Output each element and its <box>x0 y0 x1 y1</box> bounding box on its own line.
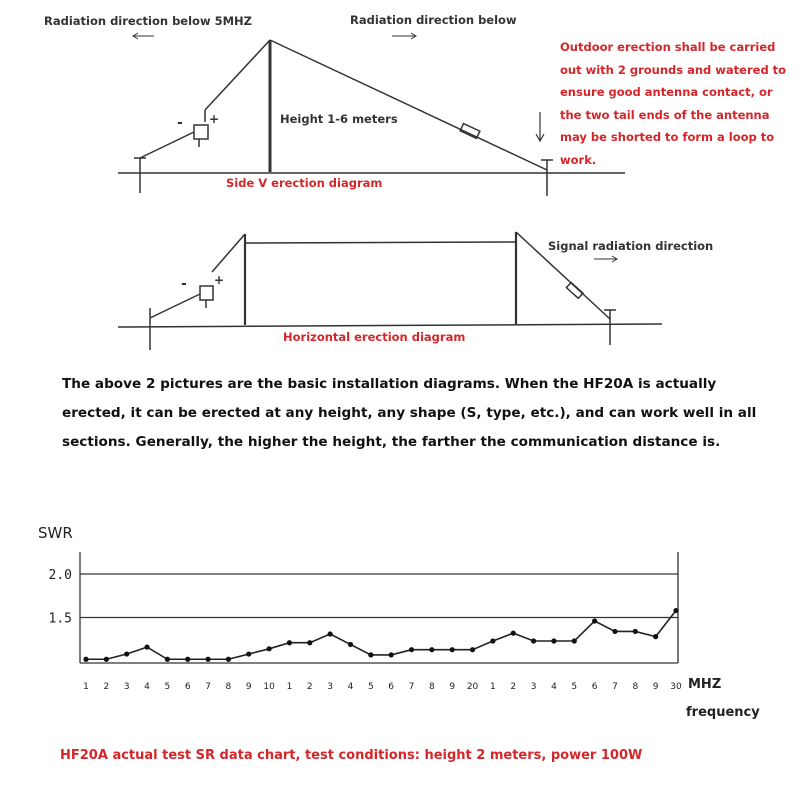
x-tick-label: 4 <box>551 682 557 692</box>
installation-description: The above 2 pictures are the basic installation diagrams. When the HF20A is actually erected, it can be erected at any height, any shape (S, type, etc.), and can work well in all sections. Generally, the higher the height, the farther the communication distance is. <box>62 376 757 450</box>
x-tick-label: 2 <box>510 682 517 692</box>
swr-point <box>368 652 373 657</box>
swr-point <box>633 629 638 634</box>
x-tick-label: 30 <box>670 682 682 692</box>
signal-radiation-label: Signal radiation direction <box>548 239 714 253</box>
swr-point <box>205 657 210 662</box>
swr-point <box>307 640 312 645</box>
chart-ylabel: SWR <box>38 524 73 542</box>
x-tick-label: 1 <box>490 682 496 692</box>
swr-point <box>490 638 495 643</box>
swr-point <box>104 657 109 662</box>
swr-point <box>144 644 149 649</box>
horizontal-minus-sign: - <box>181 276 187 292</box>
chart-caption: HF20A actual test SR data chart, test conditions: height 2 meters, power 100W <box>60 748 643 763</box>
swr-point <box>83 657 88 662</box>
x-tick-label: 6 <box>184 682 191 692</box>
x-tick-label: 10 <box>263 682 275 692</box>
chart-x-ticks <box>83 682 682 692</box>
x-tick-label: 6 <box>591 682 598 692</box>
swr-point <box>389 652 394 657</box>
swr-point <box>511 631 516 636</box>
horizontal-left-wire-bottom <box>150 294 200 318</box>
x-tick-label: 8 <box>632 682 639 692</box>
horizontal-wire-resistor <box>566 282 583 298</box>
side-v-plus-sign: + <box>209 112 220 126</box>
horizontal-ground-line <box>118 324 662 327</box>
chart-xlabel: frequency <box>686 705 760 720</box>
swr-point <box>246 651 251 656</box>
side-v-left-wire-bottom <box>140 132 194 158</box>
swr-chart <box>0 520 800 760</box>
y-tick-label: 2.0 <box>48 568 72 583</box>
side-v-minus-sign: - <box>177 115 183 131</box>
swr-point <box>429 647 434 652</box>
x-tick-label: 1 <box>286 682 293 692</box>
swr-point <box>348 642 353 647</box>
swr-point <box>328 631 333 636</box>
horizontal-left-wire-top <box>212 234 245 272</box>
height-label: Height 1-6 meters <box>280 112 398 126</box>
y-tick-label: 1.5 <box>48 611 72 627</box>
swr-point <box>267 646 272 651</box>
x-tick-label: 4 <box>144 682 150 692</box>
radiation-below-label: Radiation direction below <box>350 13 517 27</box>
x-tick-label: 3 <box>530 682 537 692</box>
x-tick-label: 1 <box>83 682 89 692</box>
x-tick-label: 3 <box>123 682 130 692</box>
x-tick-label: 9 <box>245 682 252 692</box>
swr-point <box>470 647 475 652</box>
swr-point <box>531 638 536 643</box>
chart-x-unit: MHZ <box>688 677 722 692</box>
swr-point <box>287 640 292 645</box>
horizontal-caption: Horizontal erection diagram <box>283 330 466 344</box>
swr-point <box>165 657 170 662</box>
swr-point <box>409 647 414 652</box>
swr-point <box>612 629 617 634</box>
chart-grid <box>80 574 678 618</box>
x-tick-label: 3 <box>327 682 334 692</box>
horizontal-balun-box <box>200 286 213 300</box>
swr-point <box>572 638 577 643</box>
swr-point <box>226 657 231 662</box>
x-tick-label: 20 <box>466 682 479 692</box>
swr-point <box>124 651 129 656</box>
x-tick-label: 8 <box>225 682 232 692</box>
swr-point <box>450 647 455 652</box>
horizontal-plus-sign: + <box>214 273 225 287</box>
x-tick-label: 7 <box>408 682 415 692</box>
outdoor-erection-note: Outdoor erection shall be carried out with 2 grounds and watered to ensure good antenna contact, or the two tail ends of the antenna may be shorted to form a loop to work. <box>560 40 787 167</box>
swr-point <box>551 638 556 643</box>
horizontal-top-wire <box>245 242 516 243</box>
x-tick-label: 7 <box>205 682 211 692</box>
x-tick-label: 5 <box>164 682 171 692</box>
side-v-right-wire <box>270 40 547 170</box>
x-tick-label: 9 <box>652 682 659 692</box>
swr-point <box>653 634 658 639</box>
radiation-below-5mhz-label: Radiation direction below 5MHZ <box>44 14 252 28</box>
x-tick-label: 8 <box>428 682 435 692</box>
x-tick-label: 2 <box>306 682 313 692</box>
side-v-left-wire-top <box>205 40 270 110</box>
x-tick-label: 6 <box>388 682 395 692</box>
x-tick-label: 5 <box>571 682 578 692</box>
swr-series-points <box>83 608 678 662</box>
swr-point <box>592 618 597 623</box>
swr-point <box>673 608 678 613</box>
x-tick-label: 2 <box>103 682 110 692</box>
side-v-balun-box <box>194 125 208 139</box>
x-tick-label: 7 <box>612 682 618 692</box>
swr-point <box>185 657 190 662</box>
x-tick-label: 4 <box>347 682 354 692</box>
chart-y-ticks <box>49 568 72 627</box>
side-v-caption: Side V erection diagram <box>226 176 383 190</box>
x-tick-label: 9 <box>449 682 456 692</box>
x-tick-label: 5 <box>367 682 374 692</box>
